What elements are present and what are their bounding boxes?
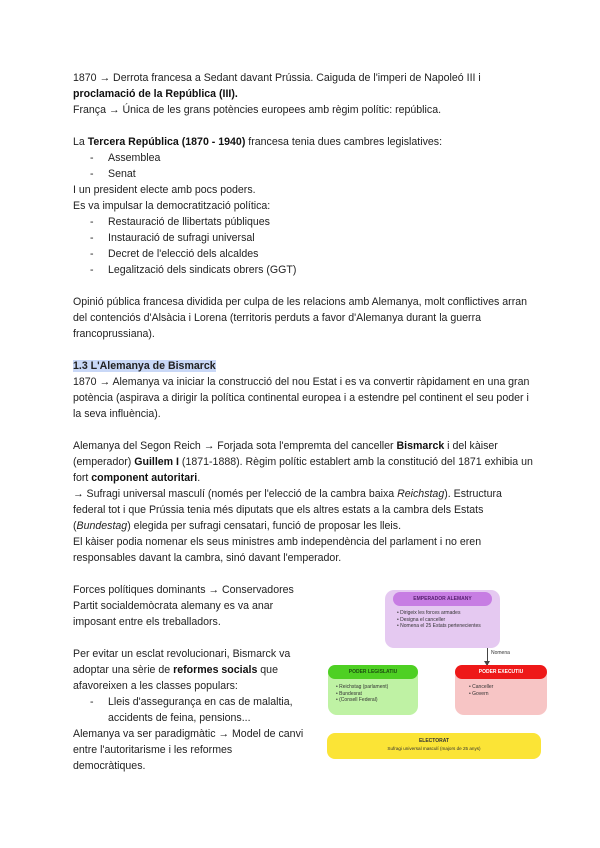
intro-line2: França → Única de les grans potències europees amb règim polític: república. — [73, 104, 442, 116]
list-item: - Senat — [73, 166, 533, 182]
executiu-box — [455, 665, 547, 715]
partit-text: Partit socialdemòcrata alemany es va anar imposant entre els treballadors. — [73, 600, 274, 628]
list-item: - Legalització dels sindicats obrers (GGT) — [73, 262, 533, 278]
list-item: - Decret de l'elecció dels alcaldes — [73, 246, 533, 262]
list-item: • (Consell Federal) — [336, 697, 388, 704]
electorat-box — [327, 733, 541, 759]
emperador-title: EMPERADOR ALEMANY — [393, 592, 492, 606]
list-item: • Reichstag (parlament) — [336, 684, 388, 691]
nomena-label: Nomena — [491, 650, 510, 656]
emperador-box — [385, 590, 500, 648]
forces-text: Forces polítiques dominants → Conservadores — [73, 584, 294, 596]
electorat-text: Sufragi universal masculí (majors de 25 anys) — [387, 746, 481, 751]
list-item: • Nomena el 25 Estats pertenecientes — [397, 623, 481, 630]
opinio-text: Opinió pública francesa dividida per culpa de les relacions amb Alemanya, molt conflictives arran del contenciós d'Alsàcia i Lorena (territoris perduts a favor d'Alemanya durant la guerra francoprussiana). — [73, 296, 527, 340]
electorat-title: ELECTORAT — [418, 738, 450, 744]
list-item: - Instauració de sufragi universal — [73, 230, 533, 246]
list-item: • Canceller — [469, 684, 493, 691]
reformes-list — [73, 694, 305, 726]
list-item: • Designa el canceller — [397, 617, 481, 624]
canvi-text: Alemanya va ser paradigmàtic → Model de canvi entre l'autoritarisme i les reformes democràtiques. — [73, 728, 304, 772]
tercera-republica: La Tercera República (1870 - 1940) francesa tenia dues cambres legislatives: — [73, 136, 443, 148]
intro-line1: 1870 → Derrota francesa a Sedant davant Prússia. Caiguda de l'imperi de Napoleó III i proclamació de la República (III). — [73, 72, 481, 100]
section-p3: → Sufragi universal masculí (només per l'elecció de la cambra baixa Reichstag). Estructura federal tot i que Prússia tenia més diputats que els altres estats a la cambra dels Estats (Bundestag) elegida per sufragi censatari, funció de proposar les lleis. — [73, 488, 502, 532]
list-item: • Govern — [469, 691, 493, 698]
section-p2: Alemanya del Segon Reich → Forjada sota l'empremta del canceller Bismarck i del kàiser (emperador) Guillem I (1871-1888). Règim polític establert amb la constitució del 1871 exhibia un fort component autoritari. — [73, 440, 533, 484]
section-p4: El kàiser podia nomenar els seus ministres amb independència del parlament i no eren responsables davant la cambra, sinó davant l'emperador. — [73, 536, 482, 564]
executiu-title: PODER EXECUTIU — [455, 665, 547, 679]
list-item: - Restauració de llibertats públiques — [73, 214, 533, 230]
list-item: - Lleis d'assegurança en cas de malaltia, accidents de feina, pensions... — [73, 694, 305, 726]
president-text: I un president electe amb pocs poders. — [73, 184, 256, 196]
left-column — [73, 582, 305, 774]
list-item: • Dirigeix les forces armades — [397, 610, 481, 617]
section-heading: 1.3 L'Alemanya de Bismarck — [73, 360, 216, 372]
list-item: • Bundesrat — [336, 691, 388, 698]
legislatiu-box — [328, 665, 418, 715]
main-text — [73, 70, 533, 566]
legislatiu-title: PODER LEGISLATIU — [328, 665, 418, 679]
political-structure-diagram — [325, 590, 550, 765]
evitar-text: Per evitar un esclat revolucionari, Bismarck va adoptar una sèrie de reformes socials que afavoreixen a les classes populars: — [73, 648, 291, 692]
section-p1: 1870 → Alemanya va iniciar la construcció del nou Estat i es va convertir ràpidament en una gran potència (aspirava a dirigir la política continental europea i a estendre pel continent el seu poder i la seva influència). — [73, 376, 530, 420]
list-item: - Assemblea — [73, 150, 533, 166]
impulsar-text: Es va impulsar la democratització política: — [73, 200, 271, 212]
cambres-list — [73, 150, 533, 182]
mesures-list — [73, 214, 533, 278]
